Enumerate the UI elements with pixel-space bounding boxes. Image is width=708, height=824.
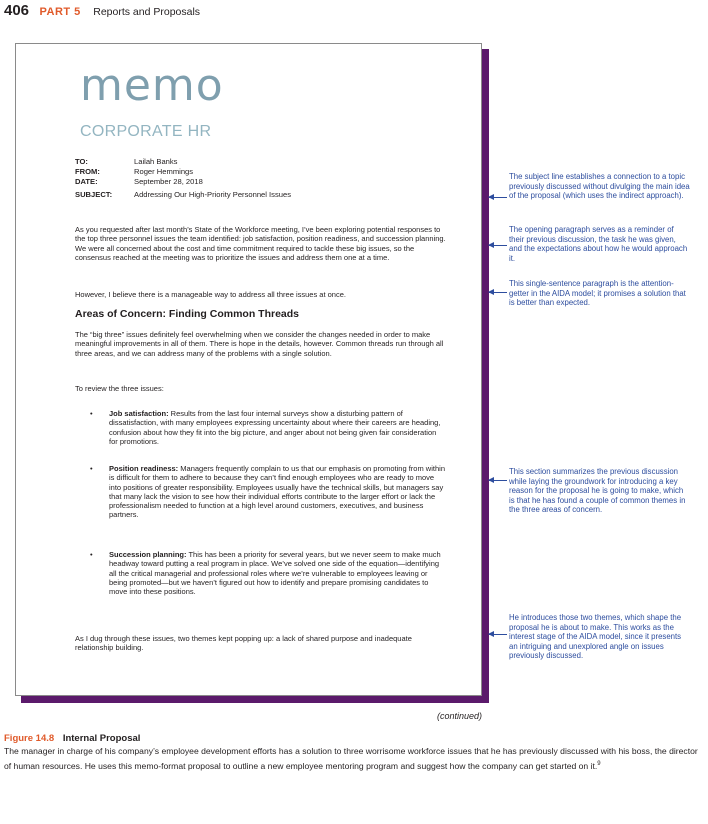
annotation-attention-getter: This single-sentence paragraph is the attention-getter in the AIDA model; it promises a solution that is better than expected. [509,279,686,307]
header-value: Roger Hemmings [134,167,194,176]
part-label: PART 5 [39,6,81,18]
figure-footnote: 9 [597,760,601,767]
annotation-arrow [489,480,507,481]
annotation-arrow [489,197,507,198]
annotation-arrow [489,292,507,293]
page-number: 406 [4,2,30,19]
bullet-dot: • [90,464,93,473]
continued-label: (continued) [437,711,483,721]
bullet-text: Managers frequently complain to us that our emphasis on promoting from within is difficult for them to adhere to because they can’t find enough employees who are ready to move into positions of greater responsibility. Employees usually have the technical skills, but managers say that many lack the vision to see how their individual efforts contribute to the larger effort or lack the professionalism needed to function at a high level around customers, executives, and business partners. [109,464,445,520]
header-label: TO: [75,157,88,166]
memo-paragraph-threads: The “big three” issues definitely feel overwhelming when we consider the changes needed in order to make meaningful improvements in all of them. There is hope in the details, however. Common threads run through all three areas, and we can address many of the problems with a single solution. [75,330,444,358]
annotation-arrow [489,245,507,246]
memo-paragraph-intro: As you requested after last month’s State of the Workforce meeting, I’ve been exploring potential responses to the top three personnel issues the team identified: job satisfaction, position readiness, and succession planning. We were all concerned about the cost and time commitment required to tackle these big issues, so the consensus reached at the meeting was to prioritize the issues and address them one at a time. [75,225,446,262]
memo-paragraph-attention: However, I believe there is a manageable way to address all three issues at once. [75,290,346,299]
memo-document [15,43,482,696]
section-title: Reports and Proposals [93,6,201,18]
annotation-subject-line: The subject line establishes a connection to a topic previously discussed without divulging the main idea of the proposal (which uses the indirect approach). [509,172,690,200]
running-head [4,2,200,20]
figure-title: Internal Proposal [62,733,141,744]
figure-label [4,733,140,744]
annotation-opening-paragraph: The opening paragraph serves as a reminder of their previous discussion, the task he was given, and the expectations about how he would approach it. [509,225,688,263]
annotation-arrow [489,634,507,635]
figure-caption [4,745,704,772]
memo-section-heading: Areas of Concern: Finding Common Threads [75,308,300,320]
bullet-lead: Succession planning: [109,550,187,559]
header-value: Lailah Banks [134,157,178,166]
figure-caption-text: The manager in charge of his company’s employee development efforts has a solution to three worrisome workforce issues that he has previously discussed with his boss, the director of human resources. He uses this memo-format proposal to outline a new employee mentoring program and suggest how the company can get started on it. [4,746,698,771]
memo-logo-subtitle: CORPORATE HR [80,123,212,140]
header-label: SUBJECT: [75,190,113,199]
memo-paragraph-themes: As I dug through these issues, two themes kept popping up: a lack of shared purpose and inadequate relationship building. [75,634,412,653]
header-label: DATE: [75,177,98,186]
header-value: September 28, 2018 [134,177,203,186]
bullet-text: Results from the last four internal surveys show a disturbing pattern of dissatisfaction, with many employees expressing uncertainty about where their careers are heading, confusion about how they fit into the big picture, and anger about not being given fair consideration for promotions. [109,409,441,446]
bullet-lead: Position readiness: [109,464,179,473]
header-value: Addressing Our High-Priority Personnel Issues [134,190,292,199]
header-label: FROM: [75,167,100,176]
annotation-section-summary: This section summarizes the previous discussion while laying the groundwork for introducing a key reason for the proposal he is going to make, which is that he has found a couple of common themes in the three areas of concern. [509,467,686,514]
annotation-interest-stage: He introduces those two themes, which shape the proposal he is about to make. This works as the interest stage of the AIDA model, since it presents an intriguing and unexplored angle on issues previously discussed. [509,613,682,660]
bullet-lead: Job satisfaction: [109,409,169,418]
memo-logo-word: memo [80,60,224,111]
bullet-dot: • [90,409,93,418]
bullet-dot: • [90,550,93,559]
bullet-text: This has been a priority for several years, but we never seem to make much headway toward putting a real program in place. We’ve solved one side of the equation—identifying all the critical managerial and professional roles where we’re vulnerable to employees leaving or being promoted—but we haven’t figured out how to identify and prepare promising candidates to move into these positions. [109,550,441,597]
figure-number: Figure 14.8 [4,733,55,744]
memo-paragraph-review: To review the three issues: [75,384,164,393]
